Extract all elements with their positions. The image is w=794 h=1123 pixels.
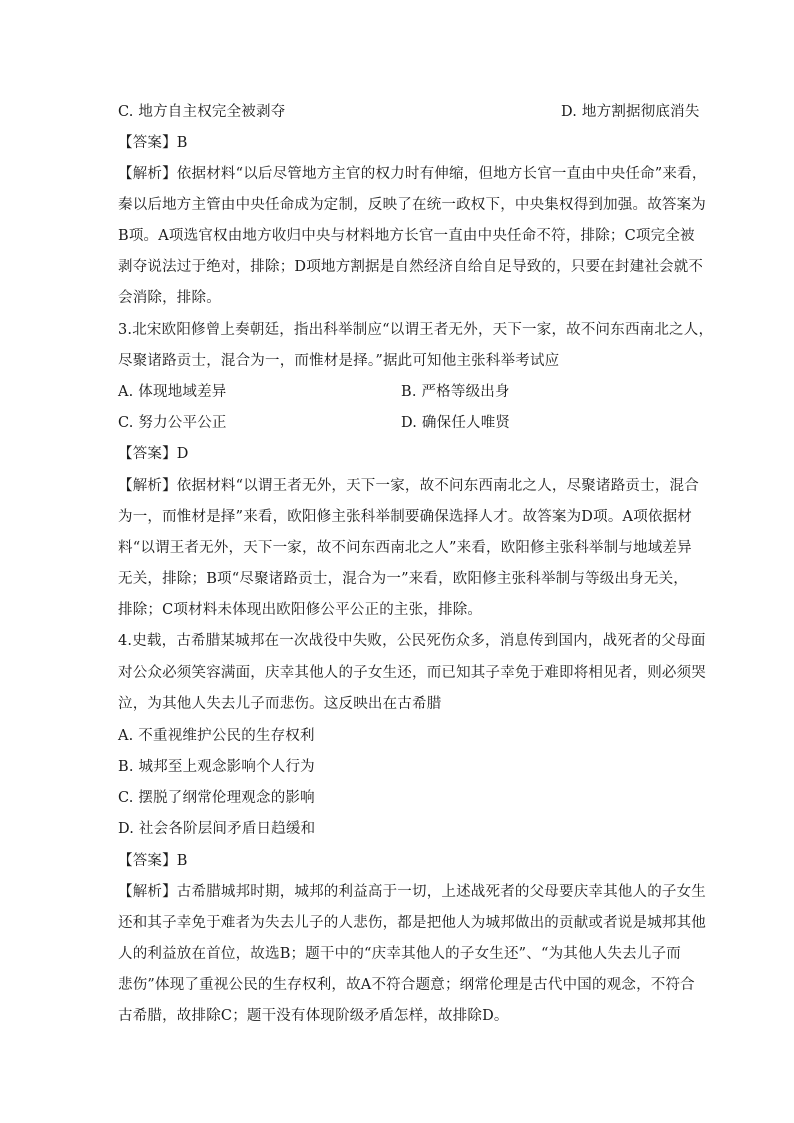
q3-analysis-line: 为一，而惟材是择”来看，欧阳修主张科举制要确保选择人才。故答案为D项。A项依据材 — [118, 509, 693, 525]
q2-analysis-line: 剥夺说法过于绝对，排除；D项地方割据是自然经济自给自足导致的，只要在封建社会就不 — [118, 259, 704, 275]
q2-analysis-line: 秦以后地方主管由中央任命成为定制，反映了在统一政权下，中央集权得到加强。故答案为 — [118, 197, 706, 213]
q4-option-d[interactable]: D. 社会各阶层间矛盾日趋缓和 — [118, 821, 316, 837]
q4-stem-line: 4.史载，古希腊某城邦在一次战役中失败，公民死伤众多，消息传到国内，战死者的父母面 — [118, 633, 706, 649]
q4-answer: 【答案】B — [118, 853, 188, 869]
q3-option-d[interactable]: D. 确保任人唯贤 — [401, 415, 511, 431]
q4-stem-line: 对公众必须笑容满面，庆幸其他人的子女生还，而已知其子幸免于难即将相见者，则必须哭 — [118, 665, 706, 681]
q2-options-cd — [118, 102, 700, 122]
q2-analysis-line: 【解析】依据材料“以后尽管地方主官的权力时有伸缩，但地方长官一直由中央任命”来看， — [118, 166, 707, 182]
q2-option-d[interactable]: D. 地方割据彻底消失 — [561, 104, 700, 120]
q3-stem-line: 尽聚诸路贡士，混合为一，而惟材是择。”据此可知他主张科举考试应 — [118, 353, 560, 369]
q3-analysis-line: 【解析】依据材料“以谓王者无外，天下一家，故不问东西南北之人，尽聚诸路贡士，混合 — [118, 478, 699, 494]
q2-analysis-line: 会消除，排除。 — [118, 290, 221, 306]
q3-option-b[interactable]: B. 严格等级出身 — [401, 384, 510, 400]
q4-stem-line: 泣，为其他人失去儿子而悲伤。这反映出在古希腊 — [118, 696, 442, 712]
q4-option-b[interactable]: B. 城邦至上观念影响个人行为 — [118, 759, 315, 775]
q4-analysis-line: 悲伤”体现了重视公民的生存权利，故A不符合题意；纲常伦理是古代中国的观念，不符合 — [118, 977, 695, 993]
q3-options-cd — [118, 413, 678, 433]
q3-option-c[interactable]: C. 努力公平公正 — [118, 415, 227, 431]
q4-option-c[interactable]: C. 摆脱了纲常伦理观念的影响 — [118, 790, 315, 806]
q4-option-a[interactable]: A. 不重视维护公民的生存权利 — [118, 728, 315, 744]
q2-option-c[interactable]: C. 地方自主权完全被剥夺 — [118, 104, 286, 120]
q3-answer: 【答案】D — [118, 446, 189, 462]
q3-analysis-line: 无关，排除；B项“尽聚诸路贡士，混合为一”来看，欧阳修主张科举制与等级出身无关， — [118, 571, 688, 587]
q4-analysis-line: 还和其子幸免于难者为失去儿子的人悲伤，都是把他人为城邦做出的贡献或者说是城邦其他 — [118, 915, 706, 931]
q3-analysis-line: 排除；C项材料未体现出欧阳修公平公正的主张，排除。 — [118, 602, 483, 618]
q3-stem-line: 3.北宋欧阳修曾上奏朝廷，指出科举制应“以谓王者无外，天下一家，故不问东西南北之人， — [118, 322, 714, 338]
q4-analysis-line: 古希腊，故排除C；题干没有体现阶级矛盾怎样，故排除D。 — [118, 1008, 509, 1024]
q2-analysis-line: B项。A项选官权由地方收归中央与材料地方长官一直由中央任命不符，排除；C项完全被 — [118, 228, 695, 244]
q2-answer: 【答案】B — [118, 135, 188, 151]
q4-analysis-line: 【解析】古希腊城邦时期，城邦的利益高于一切，上述战死者的父母要庆幸其他人的子女生 — [118, 884, 706, 900]
q3-option-a[interactable]: A. 体现地域差异 — [118, 384, 227, 400]
q3-analysis-line: 料“以谓王者无外，天下一家，故不问东西南北之人”来看，欧阳修主张科举制与地域差异 — [118, 540, 692, 556]
q3-options-ab — [118, 382, 678, 402]
q4-analysis-line: 人的利益放在首位，故选B；题干中的“庆幸其他人的子女生还”、“为其他人失去儿子而 — [118, 946, 681, 962]
